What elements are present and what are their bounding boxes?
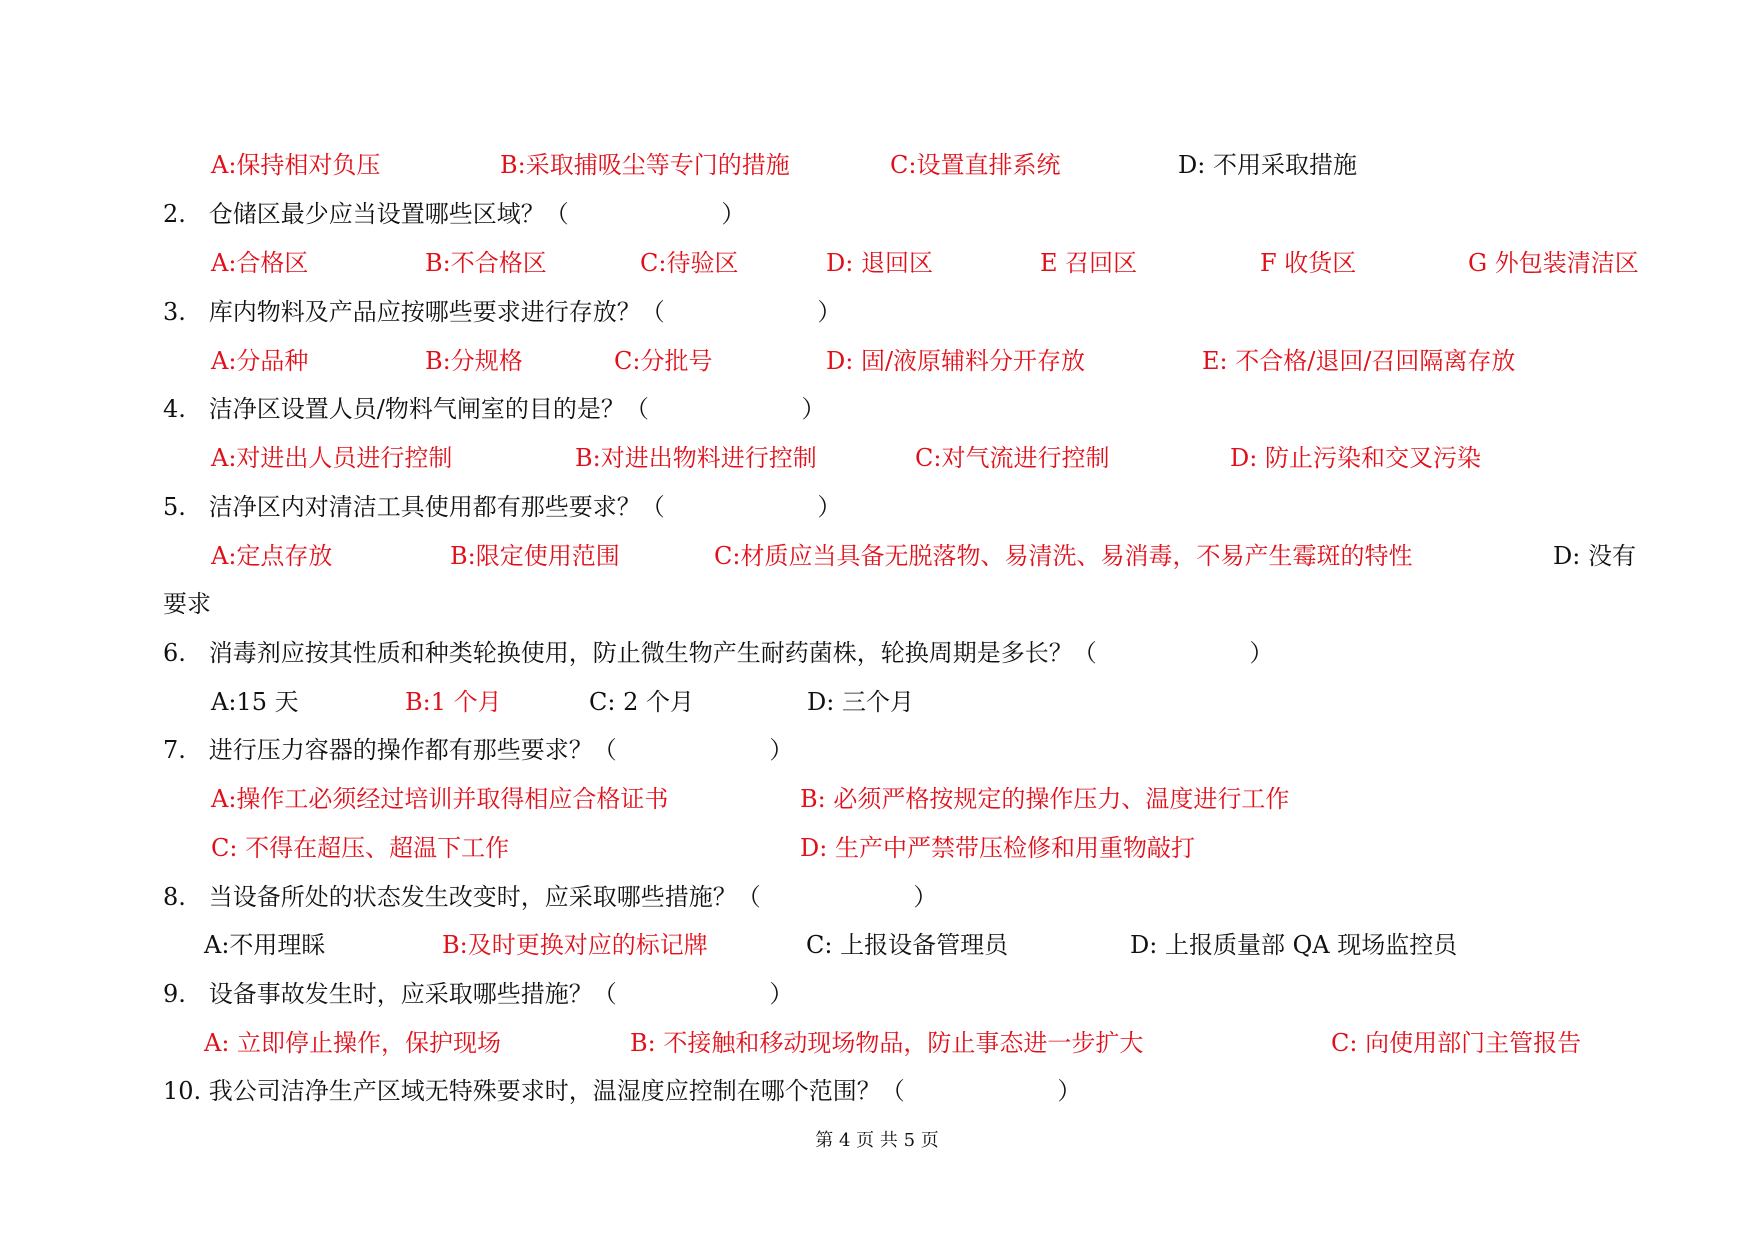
q3-option-b: B:分规格 [425, 347, 523, 375]
q7-option-a: A:操作工必须经过培训并取得相应合格证书 [211, 785, 669, 813]
q1-option-b: B:采取捕吸尘等专门的措施 [500, 151, 790, 179]
q6-option-d: D: 三个月 [807, 688, 914, 716]
q2-question: 2. 仓储区最少应当设置哪些区域？（ ） [163, 200, 746, 228]
q3-option-a: A:分品种 [211, 347, 309, 375]
q4-option-c: C:对气流进行控制 [915, 444, 1110, 472]
q9-question: 9. 设备事故发生时，应采取哪些措施？（ ） [163, 980, 794, 1008]
q7-option-b: B: 必须严格按规定的操作压力、温度进行工作 [800, 785, 1290, 813]
q8-question: 8. 当设备所处的状态发生改变时，应采取哪些措施？（ ） [163, 883, 938, 911]
q2-option-d: D: 退回区 [826, 249, 933, 277]
q3-option-c: C:分批号 [614, 347, 713, 375]
q2-option-a: A:合格区 [211, 249, 309, 277]
q9-option-b: B: 不接触和移动现场物品，防止事态进一步扩大 [630, 1029, 1144, 1057]
q1-option-a: A:保持相对负压 [211, 151, 381, 179]
q2-option-b: B:不合格区 [425, 249, 547, 277]
q7-option-c: C: 不得在超压、超温下工作 [211, 834, 510, 862]
q7-question: 7. 进行压力容器的操作都有那些要求？（ ） [163, 736, 794, 764]
q5-option-a: A:定点存放 [211, 542, 333, 570]
q9-option-c: C: 向使用部门主管报告 [1331, 1029, 1582, 1057]
q8-option-b: B:及时更换对应的标记牌 [442, 931, 708, 959]
q5-question: 5. 洁净区内对清洁工具使用都有那些要求？（ ） [163, 493, 842, 521]
q4-option-d: D: 防止污染和交叉污染 [1230, 444, 1481, 472]
q7-option-d: D: 生产中严禁带压检修和用重物敲打 [800, 834, 1195, 862]
q3-question: 3. 库内物料及产品应按哪些要求进行存放？（ ） [163, 298, 842, 326]
q5-option-d: D: 没有 [1553, 542, 1636, 570]
q8-option-a: A:不用理睬 [204, 931, 326, 959]
q4-option-a: A:对进出人员进行控制 [211, 444, 453, 472]
q8-option-c: C: 上报设备管理员 [806, 931, 1009, 959]
q4-option-b: B:对进出物料进行控制 [575, 444, 817, 472]
q5-option-c: C:材质应当具备无脱落物、易清洗、易消毒，不易产生霉斑的特性 [714, 542, 1413, 570]
q10-question: 10. 我公司洁净生产区域无特殊要求时，温湿度应控制在哪个范围？（ ） [163, 1077, 1082, 1105]
q2-option-g: G 外包装清洁区 [1468, 249, 1639, 277]
q6-option-c: C: 2 个月 [589, 688, 694, 716]
q6-question: 6. 消毒剂应按其性质和种类轮换使用，防止微生物产生耐药菌株，轮换周期是多长？（ ） [163, 639, 1274, 667]
q8-option-d: D: 上报质量部 QA 现场监控员 [1130, 931, 1458, 959]
q5-option-d-wrap: 要求 [163, 590, 211, 618]
q1-option-d: D: 不用采取措施 [1178, 151, 1357, 179]
q3-option-d: D: 固/液原辅料分开存放 [826, 347, 1086, 375]
q5-option-b: B:限定使用范围 [450, 542, 620, 570]
q3-option-e: E: 不合格/退回/召回隔离存放 [1202, 347, 1516, 375]
q6-option-b: B:1 个月 [405, 688, 502, 716]
q4-question: 4. 洁净区设置人员/物料气闸室的目的是？（ ） [163, 395, 826, 423]
page-footer: 第 4 页 共 5 页 [815, 1130, 939, 1151]
q6-option-a: A:15 天 [211, 688, 299, 716]
q2-option-c: C:待验区 [640, 249, 739, 277]
q1-option-c: C:设置直排系统 [890, 151, 1061, 179]
q2-option-f: F 收货区 [1260, 249, 1357, 277]
q2-option-e: E 召回区 [1040, 249, 1138, 277]
q9-option-a: A: 立即停止操作，保护现场 [204, 1029, 502, 1057]
